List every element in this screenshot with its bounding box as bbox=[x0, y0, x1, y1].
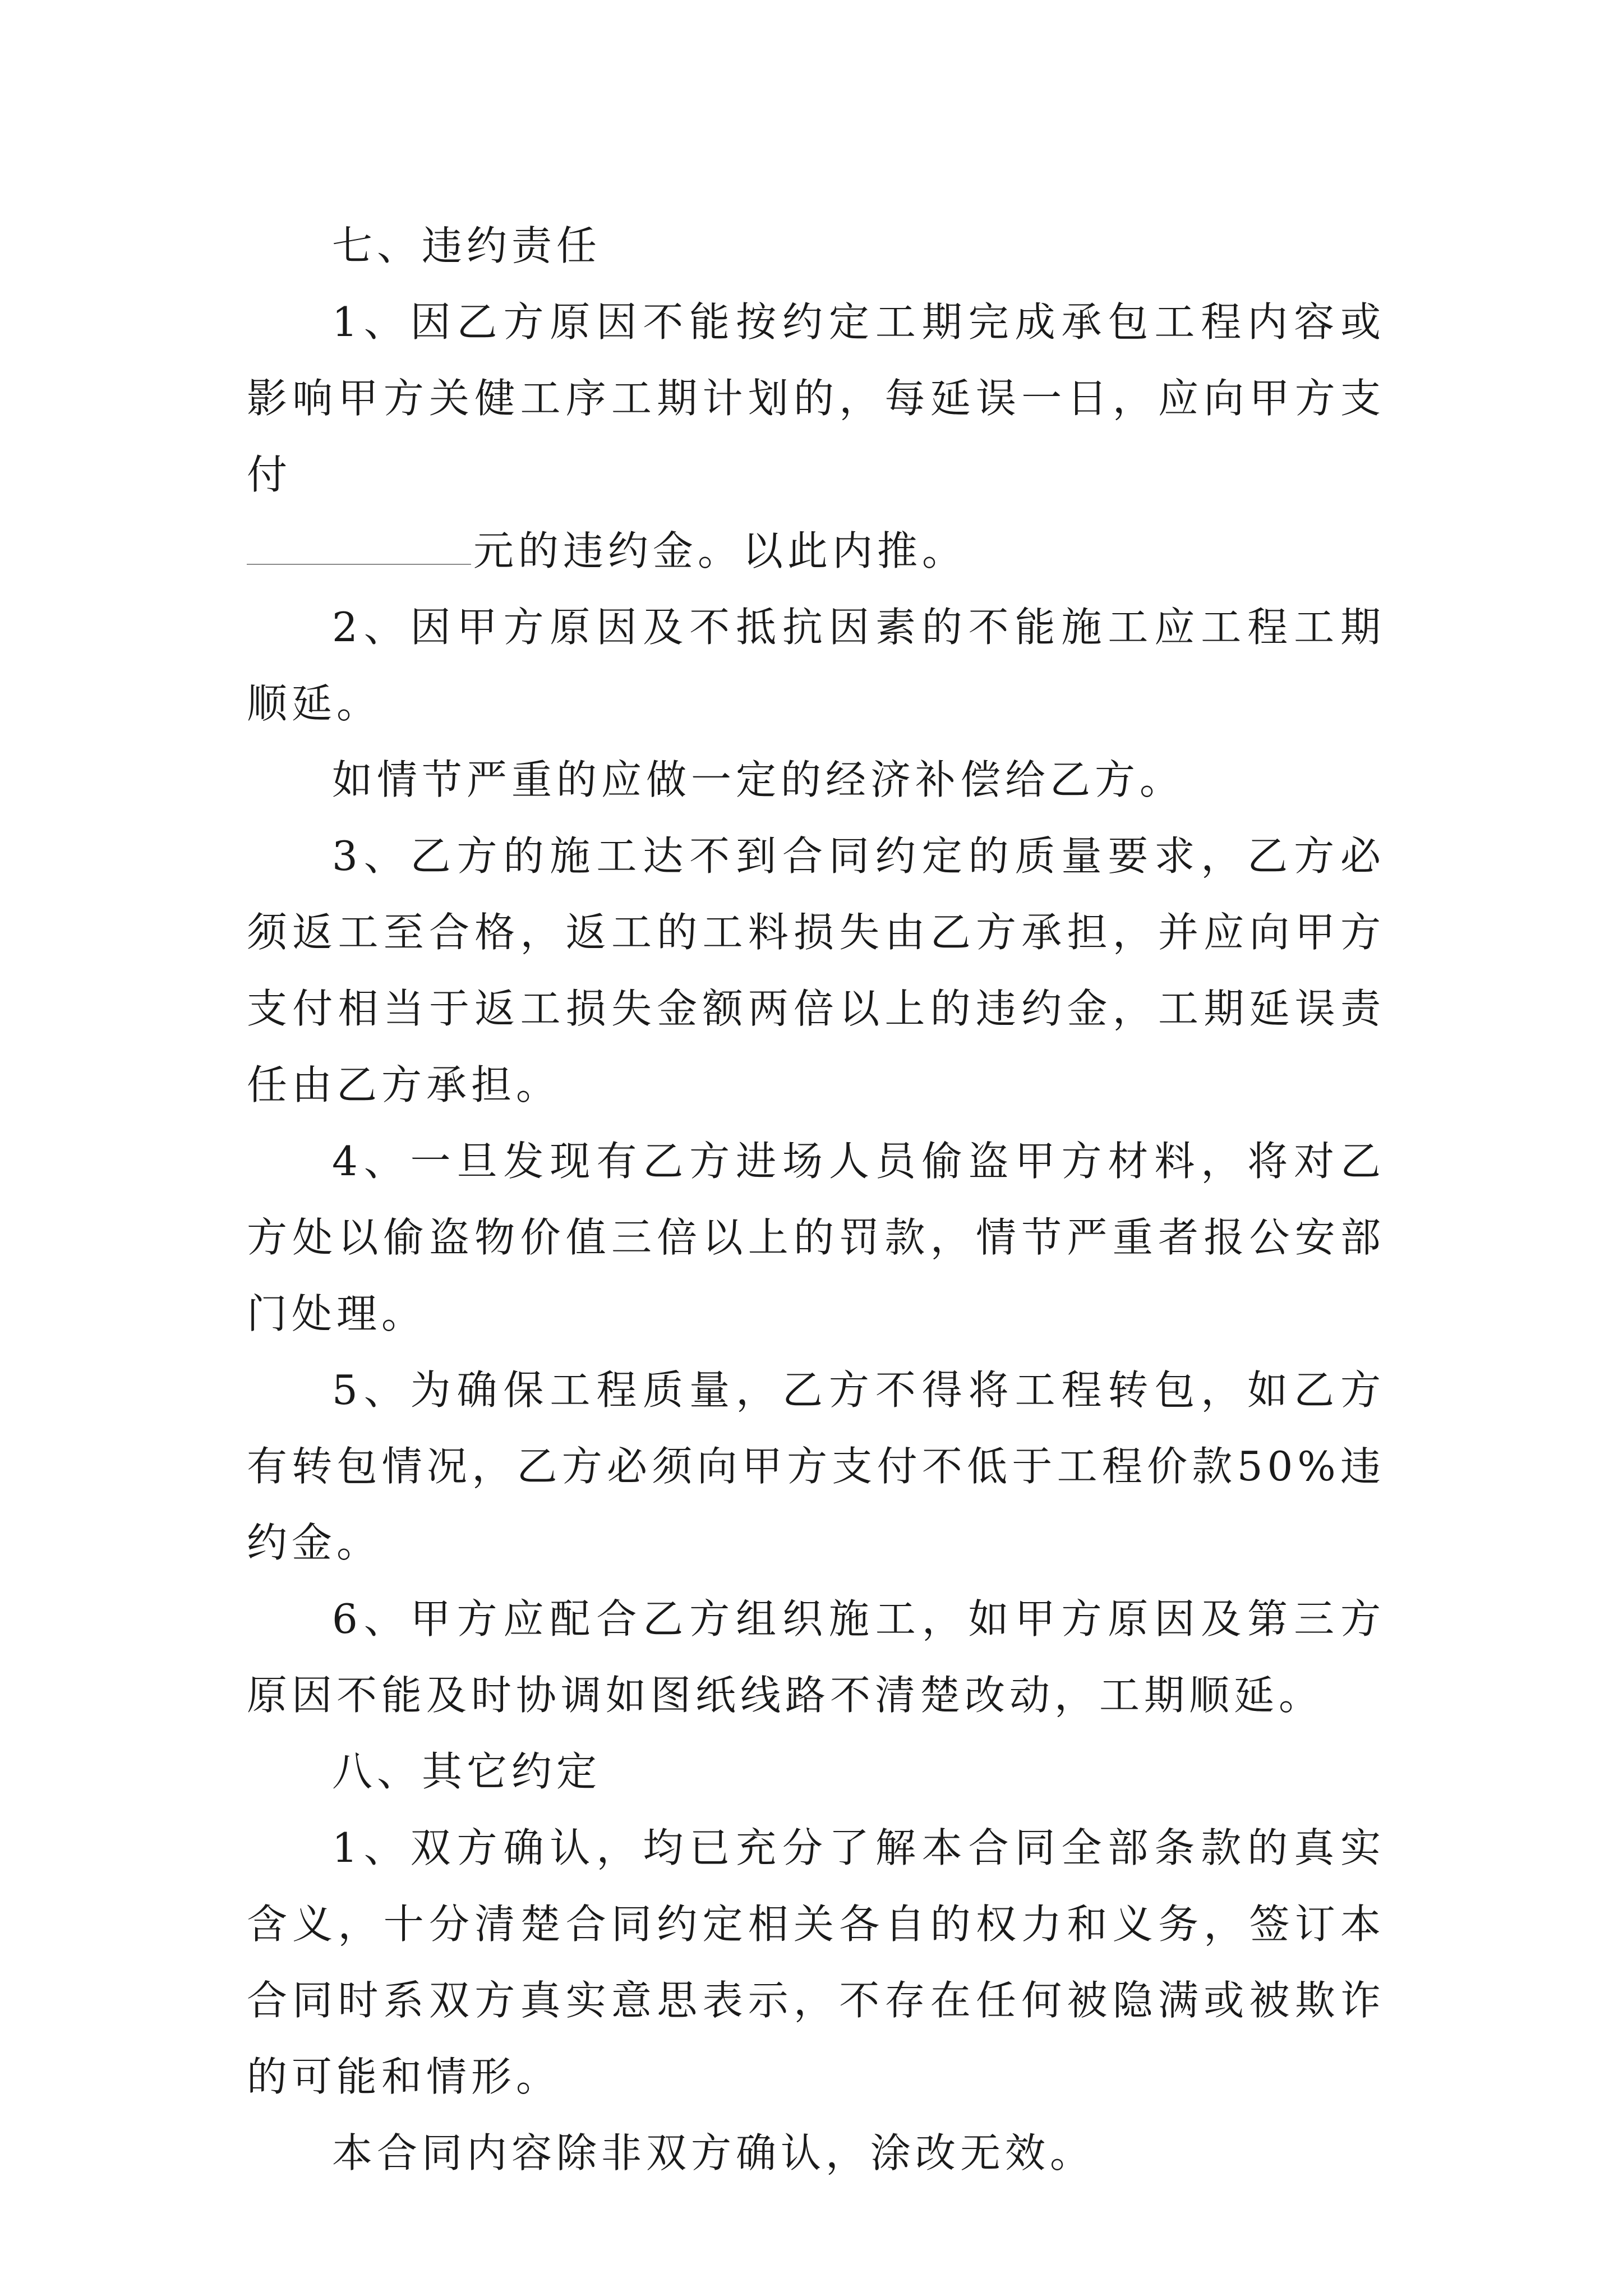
clause-paragraph: 如情节严重的应做一定的经济补偿给乙方。 bbox=[332, 756, 1185, 803]
clause-continuation-text: 元的违约金。以此内推。 bbox=[473, 527, 967, 574]
clause-paragraph: 3、乙方的施工达不到合同约定的质量要求，乙方必须返工至合格，返工的工料损失由乙方承担，并应向甲方支付相当于返工损失金额两倍以上的违约金，工期延误责任由乙方承担。 bbox=[247, 832, 1385, 1108]
clause-paragraph: 5、为确保工程质量，乙方不得将工程转包，如乙方有转包情况，乙方必须向甲方支付不低于工程价款50%违约金。 bbox=[247, 1366, 1385, 1566]
clause-paragraph: 4、一旦发现有乙方进场人员偷盗甲方材料，将对乙方处以偷盗物价值三倍以上的罚款，情节严重者报公安部门处理。 bbox=[247, 1138, 1385, 1337]
clause-paragraph: 6、甲方应配合乙方组织施工，如甲方原因及第三方原因不能及时协调如图纸线路不清楚改动，工期顺延。 bbox=[247, 1595, 1385, 1719]
document-body bbox=[247, 208, 1385, 2191]
clause-paragraph: 2、因甲方原因及不抵抗因素的不能施工应工程工期顺延。 bbox=[247, 604, 1385, 727]
section-heading-other-agreements: 八、其它约定 bbox=[332, 1748, 602, 1795]
section-heading-breach-liability: 七、违约责任 bbox=[332, 222, 602, 269]
clause-paragraph: 本合同内容除非双方确认，涂改无效。 bbox=[332, 2129, 1095, 2177]
fill-in-blank-line bbox=[247, 564, 471, 565]
clause-paragraph: 1、因乙方原因不能按约定工期完成承包工程内容或影响甲方关健工序工期计划的，每延误一日，应向甲方支付 bbox=[247, 298, 1385, 498]
clause-paragraph: 1、双方确认，均已充分了解本合同全部条款的真实含义，十分清楚合同约定相关各自的权力和义务，签订本合同时系双方真实意思表示，不存在任何被隐满或被欺诈的可能和情形。 bbox=[247, 1824, 1385, 2100]
clause-continuation-paragraph bbox=[247, 513, 1385, 589]
